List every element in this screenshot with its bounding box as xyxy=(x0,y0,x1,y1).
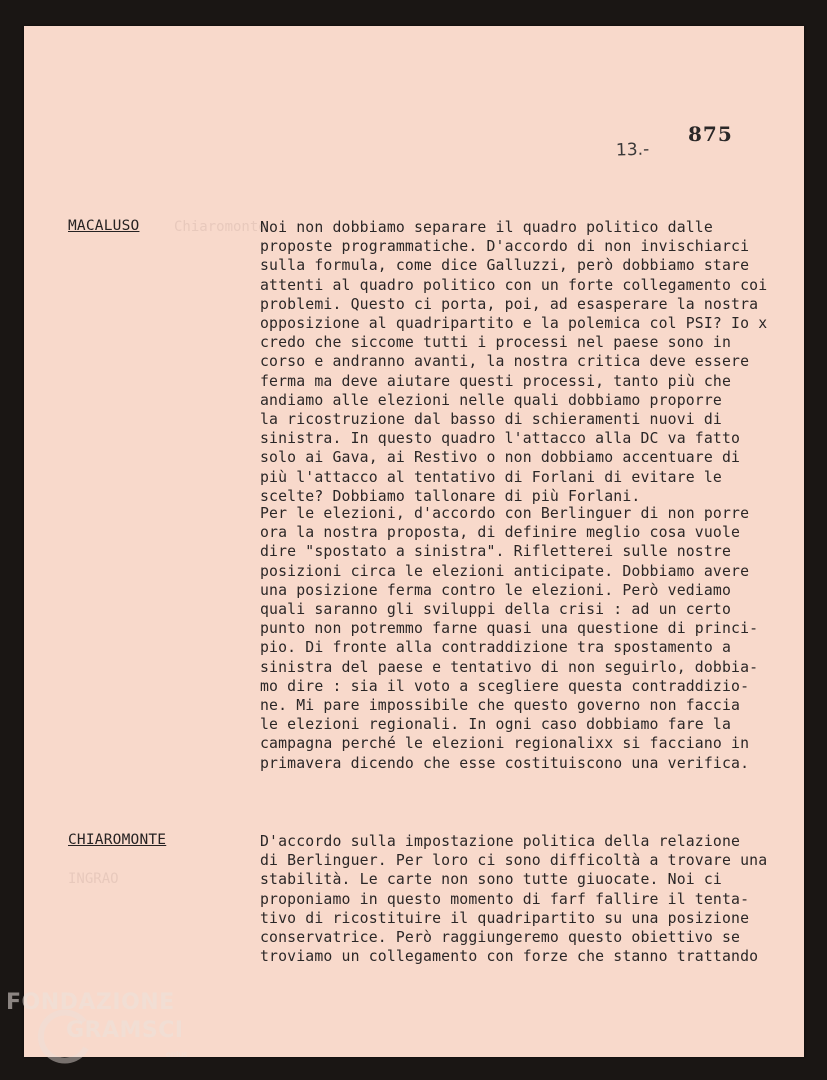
fondazione-gramsci-watermark xyxy=(4,990,204,1080)
watermark-line-1: FONDAZIONE xyxy=(6,990,175,1015)
speaker-name-macaluso: MACALUSO xyxy=(68,218,140,234)
stamped-page-number: 875 xyxy=(688,122,733,146)
watermark-line-2: GRAMSCI xyxy=(66,1018,184,1043)
speaker-name-chiaromonte: CHIAROMONTE xyxy=(68,832,167,848)
macaluso-paragraph-1: Noi non dobbiamo separare il quadro politico dalle proposte programmatiche. D'accordo di non invischiarci sulla formula, come dice Galluzzi, però dobbiamo stare attenti al quadro politico con un forte collegamento coi problemi. Questo ci porta, poi, ad esasperare la nostra opposizione al quadripartito e la polemica col PSI? Io x credo che siccome tutti i processi nel paese sono in corso e andranno avanti, la nostra critica deve essere ferma ma deve aiutare questi processi, tanto più che andiamo alle elezioni nelle quali dobbiamo proporre la ricostruzione dal basso di schieramenti nuovi di sinistra. In questo quadro l'attacco alla DC va fatto solo ai Gava, ai Restivo o non dobbiamo accentuare di più l'attacco al tentativo di Forlani di evitare le scelte? Dobbiamo tallonare di più Forlani. xyxy=(260,219,768,505)
macaluso-paragraph-2: Per le elezioni, d'accordo con Berlinguer di non porre ora la nostra proposta, di definire meglio cosa vuole dire "spostato a sinistra". Rifletterei sulle nostre posizioni circa le elezioni anticipate. Dobbiamo avere una posizione ferma contro le elezioni. Però vediamo quali saranno gli sviluppi della crisi : ad un certo punto non potremmo farne quasi una questione di princi- pio. Di fronte alla contraddizione tra spostamento a sinistra del paese e tentativo di non seguirlo, dobbia- mo dire : sia il voto a scegliere questa contraddizio- ne. Mi pare impossibile che questo governo non faccia le elezioni regionali. In ogni caso dobbiamo fare la campagna perché le elezioni regionalixx si facciano in primavera dicendo che esse costituiscono una verifica. xyxy=(260,505,759,772)
watermark-suffix: onlus xyxy=(166,1050,188,1059)
bleed-through-speaker-1: Chiaromonte xyxy=(174,219,267,235)
handwritten-page-number: 13.- xyxy=(615,139,650,161)
document-page xyxy=(24,26,804,1057)
chiaromonte-paragraph-1: D'accordo sulla impostazione politica della relazione di Berlinguer. Per loro ci sono difficoltà a trovare una stabilità. Le carte non sono tutte giuocate. Noi ci proponiamo in questo momento di farf fallire il tenta- tivo di ricostituire il quadripartito su una posizione conservatrice. Però raggiungeremo questo obiettivo se troviamo un collegamento con forze che stanno trattando xyxy=(260,833,768,966)
bleed-through-speaker-2: INGRAO xyxy=(68,871,119,887)
